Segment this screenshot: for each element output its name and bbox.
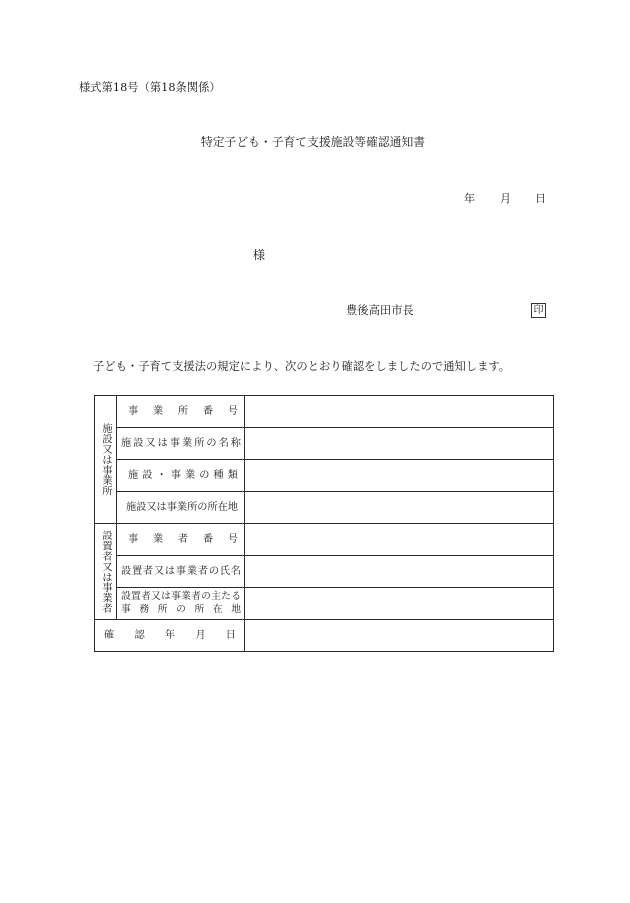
label-cell <box>117 588 245 620</box>
form-number: 様式第18号（第18条関係） <box>79 81 221 94</box>
body-text: 子ども・子育て支援法の規定により、次のとおり確認をしましたので通知します。 <box>93 360 511 373</box>
facility-group-label: 施設又は事業所 <box>99 423 112 496</box>
label-cell <box>117 396 245 428</box>
table-row <box>95 428 554 460</box>
table-row <box>95 620 554 652</box>
label-cell <box>117 460 245 492</box>
row-label-operator-office-line2: 事務所の所在地 <box>121 603 241 615</box>
table-row <box>95 460 554 492</box>
operator-group-cell <box>95 524 117 620</box>
label-cell <box>117 492 245 524</box>
table-row <box>95 556 554 588</box>
value-cell <box>245 556 554 588</box>
table-row <box>95 492 554 524</box>
table-row <box>95 524 554 556</box>
value-cell <box>245 460 554 492</box>
row-label-facility-name: 施設又は事業所の名称 <box>121 437 241 449</box>
row-label-facility-type: 施設・事業の種類 <box>128 469 238 481</box>
label-cell <box>117 556 245 588</box>
facility-group-cell <box>95 396 117 524</box>
row-label-operator-name: 設置者又は事業者の氏名 <box>121 565 241 577</box>
seal-mark: 印 <box>531 303 546 318</box>
operator-group-label: 設置者又は事業者 <box>99 529 112 614</box>
value-cell <box>245 620 554 652</box>
label-cell <box>117 524 245 556</box>
issuer-name: 豊後高田市長 <box>346 304 414 317</box>
date-month-label: 月 <box>500 192 511 205</box>
row-label-confirmation-date: 確認年月日 <box>104 629 236 641</box>
label-cell <box>117 428 245 460</box>
row-label-operator-number: 事業者番号 <box>128 533 238 545</box>
value-cell <box>245 396 554 428</box>
confirmation-table <box>94 395 554 652</box>
row-label-facility-address: 施設又は事業所の所在地 <box>126 501 239 513</box>
value-cell <box>245 428 554 460</box>
value-cell <box>245 524 554 556</box>
value-cell <box>245 492 554 524</box>
label-cell <box>95 620 245 652</box>
table-row <box>95 588 554 620</box>
row-label-facility-number: 事業所番号 <box>128 405 238 417</box>
document-title: 特定子ども・子育て支援施設等確認通知書 <box>200 135 426 149</box>
value-cell <box>245 588 554 620</box>
table-row <box>95 396 554 428</box>
date-year-label: 年 <box>464 192 475 205</box>
date-day-label: 日 <box>535 192 546 205</box>
row-label-operator-office-line1: 設置者又は事業者の主たる <box>121 591 241 603</box>
addressee-suffix: 様 <box>253 248 266 262</box>
